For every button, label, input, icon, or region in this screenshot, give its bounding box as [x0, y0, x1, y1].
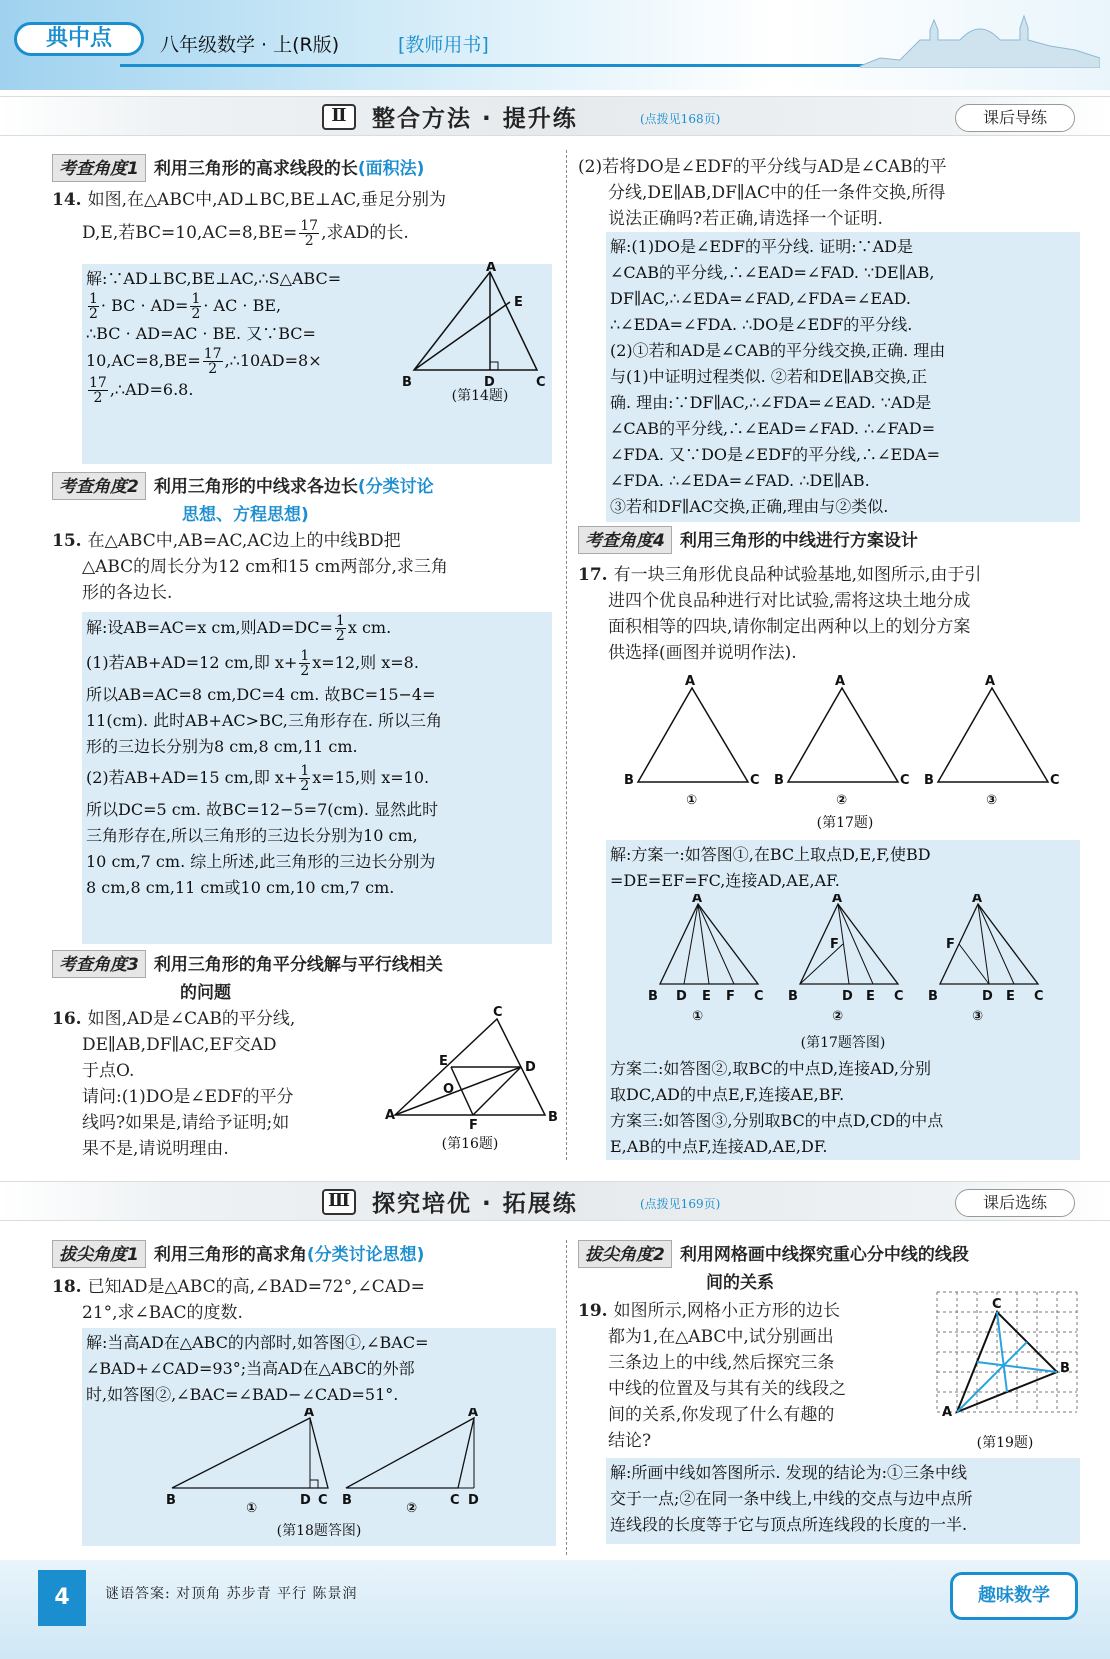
sol-line: x=15,则 x=10.	[312, 768, 430, 787]
label-a: A	[385, 1108, 396, 1123]
sol-line: 解:(1)DO是∠EDF的平分线. 证明:∵AD是	[610, 237, 913, 256]
svg-text:D: D	[468, 1493, 479, 1508]
solution-19	[606, 1458, 1080, 1544]
question-16-part2	[578, 154, 1083, 232]
sol-line: · AC · BE,	[203, 296, 282, 315]
figure-14	[402, 262, 552, 392]
solution-14: 解:∵AD⊥BC,BE⊥AC,∴S△ABC= $\frac{1}{2}$ · BC · AD= $\frac{1}{2}$ · AC · BE, ∴BC · AD=AC · BE. 又∵BC= 10,AC=8,BE= $\frac{17}{2}$ ,∴10AD=8× $\frac{17}{2}$ ,∴AD=6.8.	[82, 264, 552, 464]
q-line: 说法正确吗?若正确,请选择一个证明.	[608, 209, 883, 229]
angle-4-heading	[578, 526, 918, 556]
q-line: 结论?	[608, 1431, 652, 1451]
label-f: F	[469, 1118, 478, 1133]
sol-line: 三角形存在,所以三角形的三边长分别为10 cm,	[86, 826, 418, 845]
section-2-bar	[0, 96, 1110, 136]
q-line: 如图,在△ABC中,AD⊥BC,BE⊥AC,垂足分别为	[87, 190, 447, 210]
sol-line: 与(1)中证明过程类似. ②若和DE∥AB交换,正	[610, 367, 928, 386]
q-line: 线吗?如果是,请给予证明;如	[82, 1113, 290, 1133]
sol-line: ∠BAD+∠CAD=93°;当高AD在△ABC的外部	[86, 1359, 415, 1378]
section-2-tag: 课后导练	[955, 104, 1075, 132]
svg-text:D: D	[300, 1493, 311, 1508]
q-line: (2)若将DO是∠EDF的平分线与AD是∠CAB的平	[578, 157, 947, 177]
angle-badge: 考查角度4	[578, 526, 672, 554]
top-angle-1-heading	[52, 1240, 424, 1270]
angle-badge: 考查角度3	[52, 950, 146, 978]
svg-text:A: A	[835, 674, 846, 689]
sol-line: ∠CAB的平分线,∴∠EAD=∠FAD. ∵DE∥AB,	[610, 263, 935, 282]
q-line: 三条边上的中线,然后探究三条	[608, 1353, 835, 1373]
sol-line: 8 cm,8 cm,11 cm或10 cm,10 cm,7 cm.	[86, 878, 395, 897]
sol-line: ∠FDA. ∴∠EDA=∠FAD. ∴DE∥AB.	[610, 471, 870, 490]
q-line: 已知AD是△ABC的高,∠BAD=72°,∠CAD=	[87, 1277, 425, 1297]
label-e: E	[439, 1054, 448, 1069]
svg-text:A: A	[468, 1408, 479, 1420]
angle-badge: 拔尖角度1	[52, 1240, 146, 1268]
sol-line: 解:当高AD在△ABC的内部时,如答图①,∠BAC=	[86, 1333, 429, 1352]
svg-text:C: C	[754, 989, 764, 1004]
sol-line: 时,如答图②,∠BAC=∠BAD−∠CAD=51°.	[86, 1385, 399, 1404]
sol-line: (2)①若和AD是∠CAB的平分线交换,正确. 理由	[610, 341, 946, 360]
sol-line: ,∴AD=6.8.	[109, 380, 194, 399]
angle-badge: 考查角度1	[52, 154, 146, 182]
column-divider	[566, 150, 567, 1160]
sol-line: x=12,则 x=8.	[312, 653, 419, 672]
angle-text: 利用三角形的角平分线解与平行线相关	[153, 955, 443, 975]
q-number: 17.	[578, 565, 608, 585]
sol-line: · BC · AD=	[100, 296, 189, 315]
svg-text:C: C	[318, 1493, 328, 1508]
answer-caption: (第18题答图)	[276, 1523, 362, 1539]
bisector-ad	[395, 1067, 521, 1115]
answer-1	[648, 894, 764, 1024]
fig-num: ③	[986, 793, 998, 808]
right-angle-mark	[490, 362, 498, 370]
svg-text:C: C	[992, 1297, 1002, 1312]
altitude-be	[414, 302, 510, 370]
question-15	[52, 528, 562, 606]
section-3-tag: 课后选练	[955, 1189, 1075, 1217]
fig-num: ①	[686, 793, 698, 808]
angle-3-heading	[52, 950, 562, 1006]
grid	[937, 1292, 1077, 1412]
svg-text:C: C	[900, 773, 910, 788]
q-line: 都为1,在△ABC中,试分别画出	[608, 1327, 834, 1347]
book-title: 八年级数学 · 上(R版)	[160, 34, 340, 56]
angle-hint: 思想、方程思想)	[182, 505, 309, 525]
sol-line: 解:方案一:如答图①,在BC上取点D,E,F,使BD	[610, 845, 931, 864]
q-line: 中线的位置及与其有关的线段之	[608, 1379, 846, 1399]
q-line: 面积相等的四块,请你制定出两种以上的划分方案	[608, 617, 971, 637]
brand-logo: 典中点	[14, 22, 144, 56]
solution-15: 解:设AB=AC=x cm,则AD=DC= $\frac{1}{2}$ x cm. (1)若AB+AD=12 cm,即 x+ $\frac{1}{2}$ x=12,则 x=8. 所以AB=AC=8 cm,DC=4 cm. 故BC=15−4= 11(cm). 此时AB+AC>BC,三角形存在. 所以三角 形的三边长分别为8 cm,8 cm,11 cm. (2)若AB+AD=15 cm,即 x+ $\frac{1}{2}$ x=15,则 x=10. 所以DC=5 cm. 故BC=12−5=7(cm). 显然此时 三角形存在,所以三角形的三边长分别为10 cm, 10 cm,7 cm. 综上所述,此三角形的三边长分别为 8 cm,8 cm,11 cm或10 cm,10 cm,7 cm.	[82, 612, 552, 944]
svg-text:B: B	[342, 1493, 352, 1508]
q-number: 15.	[52, 531, 82, 551]
sol-line: 所以DC=5 cm. 故BC=12−5=7(cm). 显然此时	[86, 800, 439, 819]
section-2-title: 整合方法 · 提升练	[372, 106, 578, 132]
q-line: 有一块三角形优良品种试验基地,如图所示,由于引	[613, 565, 982, 585]
svg-text:B: B	[788, 989, 798, 1004]
label-e: E	[514, 295, 523, 310]
answer-caption: (第17题答图)	[800, 1035, 886, 1051]
svg-text:D: D	[982, 989, 993, 1004]
q-line: ,求AD的长.	[321, 223, 409, 243]
solution-18	[82, 1328, 556, 1546]
triangle-2	[774, 674, 910, 808]
sol-line: (1)若AB+AD=12 cm,即 x+	[86, 653, 298, 672]
q-line: 进四个优良品种进行对比试验,需将这块土地分成	[608, 591, 971, 611]
svg-text:A: A	[832, 894, 843, 906]
figure-14-caption: (第14题)	[451, 388, 509, 404]
svg-text:C: C	[1034, 989, 1044, 1004]
svg-text:B: B	[624, 773, 634, 788]
sol-line: ∠CAB的平分线,∴∠EAD=∠FAD. ∴∠FAD=	[610, 419, 936, 438]
svg-text:C: C	[450, 1493, 460, 1508]
fig-num: ①	[692, 1009, 704, 1024]
question-19	[578, 1298, 923, 1454]
column-divider-bottom	[566, 1240, 567, 1555]
triangle-abc	[414, 272, 537, 370]
question-17	[578, 562, 1083, 666]
medians	[957, 1312, 1057, 1412]
question-14	[52, 187, 562, 248]
angle-hint: (分类讨论思想)	[306, 1245, 425, 1265]
angle-text: 利用三角形的高求线段的长	[153, 159, 358, 179]
q-line: 如图所示,网格小正方形的边长	[613, 1301, 840, 1321]
answer-3	[928, 894, 1044, 1024]
fig-num: ③	[972, 1009, 984, 1024]
angle-text: 利用三角形的中线进行方案设计	[679, 531, 918, 551]
section-3-title: 探究培优 · 拓展练	[372, 1191, 578, 1217]
figure-16	[385, 1005, 560, 1135]
skyline-icon	[860, 10, 1100, 68]
angle-1-heading	[52, 154, 424, 184]
label-d: D	[525, 1060, 536, 1075]
svg-text:B: B	[774, 773, 784, 788]
triangle-1	[624, 674, 760, 808]
angle-text: 间的关系	[706, 1273, 774, 1293]
svg-text:C: C	[750, 773, 760, 788]
line-df	[473, 1067, 521, 1115]
answer-2	[788, 894, 904, 1024]
q-line: 于点O.	[82, 1061, 135, 1081]
fig-num: ①	[246, 1501, 258, 1516]
fig-num: ②	[406, 1501, 418, 1516]
q-line: D,E,若BC=10,AC=8,BE=	[82, 223, 298, 243]
line-ef	[451, 1067, 473, 1115]
label-c: C	[536, 375, 546, 390]
answer-1	[166, 1408, 328, 1516]
q-number: 16.	[52, 1009, 82, 1029]
sol-line: 解:∵AD⊥BC,BE⊥AC,∴S△ABC=	[86, 269, 342, 288]
question-18	[52, 1274, 562, 1326]
label-b: B	[548, 1110, 558, 1125]
svg-text:B: B	[928, 989, 938, 1004]
page-footer	[0, 1560, 1110, 1659]
svg-text:B: B	[648, 989, 658, 1004]
fraction: $\frac{17}{2}$	[300, 218, 319, 249]
sol-line: 10 cm,7 cm. 综上所述,此三角形的三边长分别为	[86, 852, 436, 871]
section-3-number: Ⅲ	[322, 1189, 356, 1215]
sol-line: 连线段的长度等于它与顶点所连线段的长度的一半.	[610, 1515, 968, 1534]
svg-text:F: F	[946, 937, 955, 952]
sol-line: 方案三:如答图③,分别取BC的中点D,CD的中点	[610, 1111, 944, 1130]
svg-text:B: B	[1060, 1361, 1070, 1376]
answer-2	[342, 1408, 479, 1516]
fig-num: ②	[832, 1009, 844, 1024]
svg-text:E: E	[1006, 989, 1015, 1004]
sol-line: 方案二:如答图②,取BC的中点D,连接AD,分别	[610, 1059, 932, 1078]
svg-text:C: C	[894, 989, 904, 1004]
q-line: DE∥AB,DF∥AC,EF交AD	[82, 1035, 277, 1055]
q-line: 请问:(1)DO是∠EDF的平分	[82, 1087, 294, 1107]
svg-text:A: A	[942, 1405, 953, 1420]
label-o: O	[443, 1082, 455, 1097]
q-line: 形的各边长.	[82, 583, 173, 603]
sol-line: 10,AC=8,BE=	[86, 351, 201, 370]
q-number: 14.	[52, 190, 82, 210]
fun-math-badge: 趣味数学	[950, 1572, 1078, 1620]
sol-line: 确. 理由:∵DF∥AC,∴∠FDA=∠EAD. ∵AD是	[610, 393, 932, 412]
angle-hint: (面积法)	[357, 159, 425, 179]
sol-line: (2)若AB+AD=15 cm,即 x+	[86, 768, 298, 787]
riddle-answers: 谜语答案: 对顶角 苏步青 平行 陈景润	[105, 1586, 358, 1602]
sol-line: ③若和DF∥AC交换,正确,理由与②类似.	[610, 497, 889, 516]
answer-figure-18	[86, 1408, 546, 1518]
book-tag: [教师用书]	[398, 34, 489, 56]
q-line: 在△ABC中,AB=AC,AC边上的中线BD把	[87, 531, 401, 551]
sol-line: ∠FDA. 又∵DO是∠EDF的平分线,∴∠EDA=	[610, 445, 940, 464]
svg-text:F: F	[726, 989, 735, 1004]
question-16	[52, 1006, 382, 1162]
svg-text:B: B	[924, 773, 934, 788]
q-line: 间的关系,你发现了什么有趣的	[608, 1405, 835, 1425]
svg-text:A: A	[985, 674, 996, 689]
sol-line: 取DC,AD的中点E,F,连接AE,BF.	[610, 1085, 845, 1104]
figure-16-caption: (第16题)	[441, 1136, 499, 1152]
q-number: 19.	[578, 1301, 608, 1321]
sol-line: 交于一点;②在同一条中线上,中线的交点与边中点所	[610, 1489, 973, 1508]
svg-text:A: A	[692, 894, 703, 906]
section-3-bar	[0, 1181, 1110, 1221]
solution-17	[606, 840, 1080, 1160]
label-b: B	[402, 375, 412, 390]
svg-text:F: F	[830, 937, 839, 952]
svg-text:B: B	[166, 1493, 176, 1508]
sol-line: 形的三边长分别为8 cm,8 cm,11 cm.	[86, 737, 358, 756]
top-angle-2-heading	[578, 1240, 1083, 1296]
svg-text:D: D	[676, 989, 687, 1004]
figure-19	[932, 1290, 1082, 1430]
svg-text:A: A	[304, 1408, 315, 1420]
answer-figure-17	[610, 894, 1070, 1034]
svg-text:E: E	[702, 989, 711, 1004]
label-d: D	[484, 375, 495, 390]
q-number: 18.	[52, 1277, 82, 1297]
sol-line: DF∥AC,∴∠EDA=∠FAD,∠FDA=∠EAD.	[610, 289, 911, 308]
sol-line: x cm.	[347, 618, 392, 637]
sol-line: ∴BC · AD=AC · BE. 又∵BC=	[86, 324, 316, 343]
angle-hint: (分类讨论	[357, 477, 434, 497]
q-line: 供选择(画图并说明作法).	[608, 643, 797, 663]
page-number: 4	[38, 1570, 86, 1626]
sol-line: 11(cm). 此时AB+AC>BC,三角形存在. 所以三角	[86, 711, 443, 730]
section-2-number: Ⅱ	[322, 104, 356, 130]
sol-line: =DE=EF=FC,连接AD,AE,AF.	[610, 871, 840, 890]
q-line: △ABC的周长分为12 cm和15 cm两部分,求三角	[82, 557, 448, 577]
angle-text: 的问题	[180, 983, 231, 1003]
angle-2-heading	[52, 472, 562, 528]
triangle-3	[924, 674, 1060, 808]
q-line: 分线,DE∥AB,DF∥AC中的任一条件交换,所得	[608, 183, 946, 203]
angle-badge: 拔尖角度2	[578, 1240, 672, 1268]
svg-text:E: E	[866, 989, 875, 1004]
svg-text:A: A	[972, 894, 983, 906]
angle-text: 利用三角形的高求角	[153, 1245, 307, 1265]
q-line: 21°,求∠BAC的度数.	[82, 1303, 243, 1323]
sol-line: E,AB的中点F,连接AD,AE,DF.	[610, 1137, 828, 1156]
angle-text: 利用网格画中线探究重心分中线的线段	[679, 1245, 969, 1265]
sol-line: 解:设AB=AC=x cm,则AD=DC=	[86, 618, 333, 637]
sol-line: 解:所画中线如答图所示. 发现的结论为:①三条中线	[610, 1463, 967, 1482]
fig-num: ②	[836, 793, 848, 808]
angle-badge: 考查角度2	[52, 472, 146, 500]
sol-line: ,∴10AD=8×	[224, 351, 322, 370]
section-3-ref: (点拨见169页)	[640, 1197, 721, 1211]
svg-text:C: C	[1050, 773, 1060, 788]
figure-19-caption: (第19题)	[976, 1435, 1034, 1451]
figure-17	[620, 672, 1070, 812]
q-line: 如图,AD是∠CAB的平分线,	[87, 1009, 296, 1029]
solution-16	[606, 232, 1080, 522]
q-line: 果不是,请说明理由.	[82, 1139, 229, 1159]
label-c: C	[493, 1005, 503, 1020]
label-a: A	[486, 262, 497, 275]
svg-text:D: D	[842, 989, 853, 1004]
sol-line: ∴∠EDA=∠FDA. ∴DO是∠EDF的平分线.	[610, 315, 913, 334]
svg-text:A: A	[685, 674, 696, 689]
section-2-ref: (点拨见168页)	[640, 112, 721, 126]
sol-line: 所以AB=AC=8 cm,DC=4 cm. 故BC=15−4=	[86, 685, 436, 704]
angle-text: 利用三角形的中线求各边长	[153, 477, 358, 497]
figure-17-caption: (第17题)	[816, 815, 874, 831]
